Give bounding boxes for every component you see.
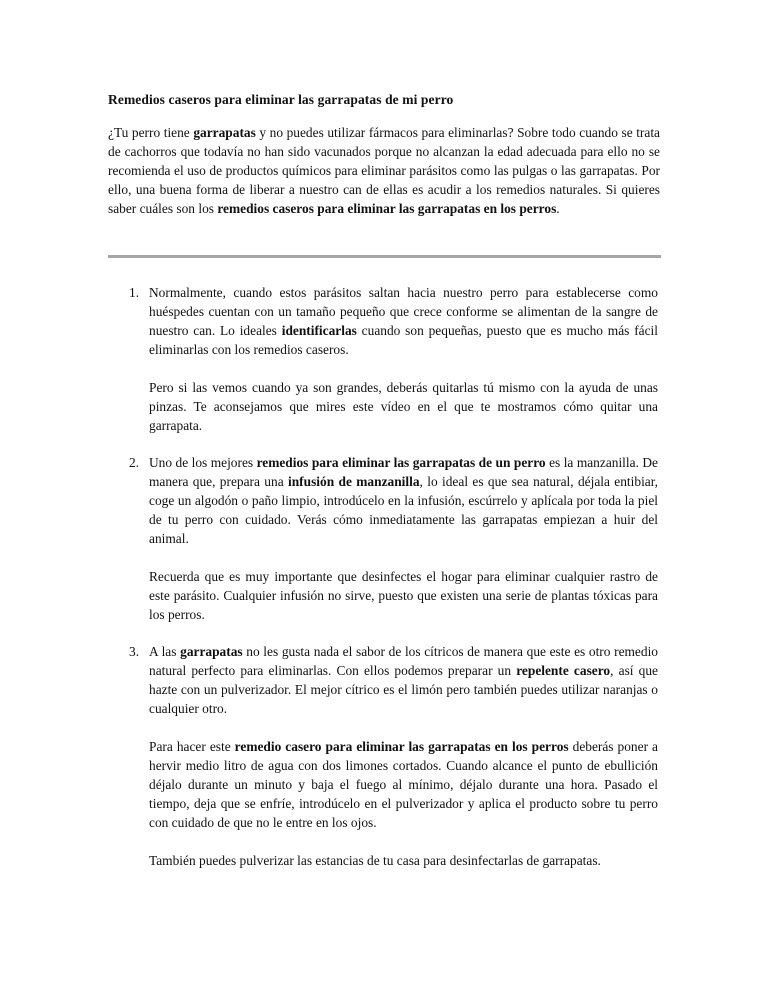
text-segment: Para hacer este <box>149 739 235 754</box>
list-paragraph <box>149 851 658 870</box>
list-paragraph <box>149 642 658 718</box>
document-title: Remedios caseros para eliminar las garrapatas de mi perro <box>108 92 454 107</box>
list-paragraph <box>149 378 658 435</box>
text-segment: Pero si las vemos cuando ya son grandes, deberás quitarlas tú mismo con la ayuda de unas pinzas. Te aconsejamos que mires este vídeo en el que te mostramos cómo quitar una garrapata. <box>149 380 658 433</box>
horizontal-divider <box>108 255 661 258</box>
intro-text-segment: ¿Tu perro tiene <box>108 125 194 140</box>
list-item-body <box>149 642 658 870</box>
text-segment: Normalmente, cuando estos parásitos saltan hacia nuestro perro para establecerse como huéspedes cuentan con un tamaño pequeño que crece conforme se alimentan de la sangre de nuestro can. Lo ideales <box>149 285 658 338</box>
bold-text-segment: remedio casero para eliminar las garrapatas en los perros <box>234 739 569 754</box>
list-item-number: 2. <box>129 455 140 470</box>
text-segment: deberás poner a hervir medio litro de agua con dos limones cortados. Cuando alcance el punto de ebullición déjalo durante un minuto y baja el fuego al mínimo, déjalo durante una hora. Pasado el tiempo, deja que se enfríe, introdúcelo en el pulverizador y aplica el producto sobre tu perro con cuidado de que no le entre en los ojos. <box>149 739 659 830</box>
list-paragraph <box>149 453 658 548</box>
list-paragraph <box>149 567 658 624</box>
list-item-number: 3. <box>129 644 140 659</box>
intro-text-segment: y no puedes utilizar fármacos para eliminarlas? Sobre todo cuando se trata de cachorros que todavía no han sido vacunados porque no alcanzan la edad adecuada para ello no se recomienda el uso de productos químicos para eliminar parásitos como las pulgas o las garrapatas. Por ello, una buena forma de liberar a nuestro can de ellas es acudir a los remedios naturales. Si quieres saber cuáles son los <box>108 125 660 216</box>
text-segment: Uno de los mejores <box>149 455 257 470</box>
text-segment: , así que hazte con un pulverizador. El mejor cítrico es el limón pero también puedes utilizar naranjas o cualquier otro. <box>149 663 658 716</box>
intro-bold-segment: remedios caseros para eliminar las garrapatas en los perros <box>217 201 557 216</box>
list-item-body <box>149 453 658 624</box>
list-item <box>129 283 661 435</box>
bold-text-segment: identificarlas <box>281 323 357 338</box>
bold-text-segment: garrapatas <box>180 644 243 659</box>
text-segment: Recuerda que es muy importante que desinfectes el hogar para eliminar cualquier rastro de este parásito. Cualquier infusión no sirve, puesto que existen una serie de plantas tóxicas para los perros. <box>149 569 658 622</box>
list-item-number: 1. <box>129 285 140 300</box>
intro-paragraph <box>108 123 660 218</box>
text-segment: A las <box>149 644 181 659</box>
text-segment: es la manzanilla. De manera que, prepara una <box>149 455 658 489</box>
bold-text-segment: infusión de manzanilla <box>288 474 420 489</box>
intro-bold-segment: garrapatas <box>193 125 256 140</box>
intro-text-segment: . <box>556 201 560 216</box>
list-item <box>129 642 661 870</box>
text-segment: no les gusta nada el sabor de los cítricos de manera que este es otro remedio natural perfecto para eliminarlas. Con ellos podemos preparar un <box>149 644 658 678</box>
list-item <box>129 453 661 624</box>
text-segment: , lo ideal es que sea natural, déjala entibiar, coge un algodón o paño limpio, introdúcelo en la infusión, escúrrelo y aplícala por toda la piel de tu perro con cuidado. Verás cómo inmediatamente las garrapatas empiezan a huir del animal. <box>149 474 659 546</box>
text-segment: cuando son pequeñas, puesto que es mucho más fácil eliminarlas con los remedios caseros. <box>149 323 658 357</box>
bold-text-segment: remedios para eliminar las garrapatas de un perro <box>256 455 546 470</box>
text-segment: También puedes pulverizar las estancias de tu casa para desinfectarlas de garrapatas. <box>149 853 601 868</box>
list-paragraph <box>149 283 658 359</box>
list-item-body <box>149 283 658 435</box>
remedies-list <box>129 283 661 888</box>
list-paragraph <box>149 737 658 832</box>
bold-text-segment: repelente casero <box>516 663 611 678</box>
